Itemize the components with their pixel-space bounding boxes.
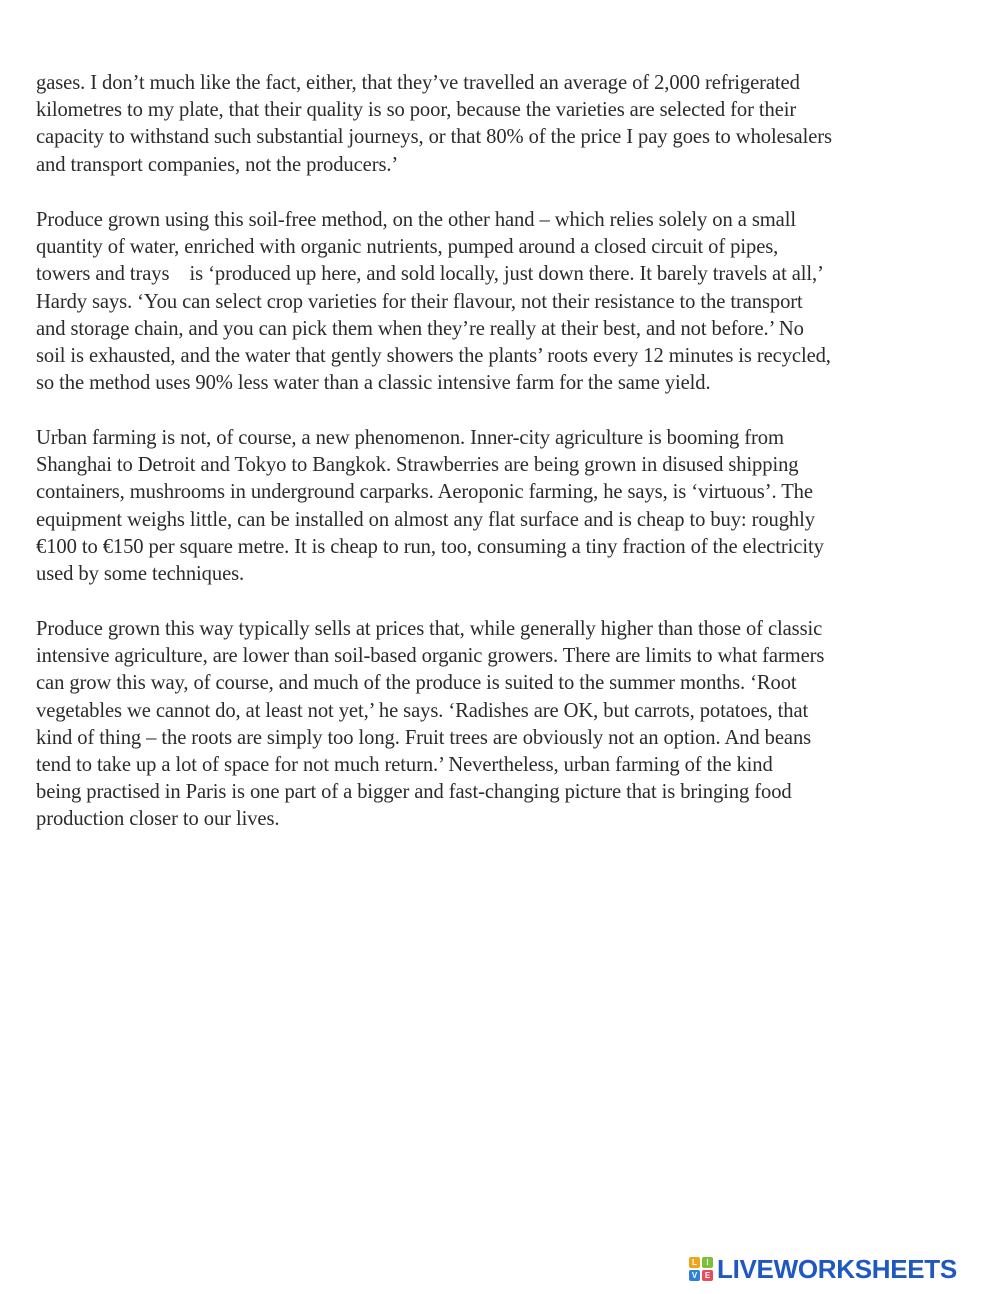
text-line: €100 to €150 per square metre. It is cheap to run, too, consuming a tiny fraction of the electricity [36, 535, 824, 558]
text-line: vegetables we cannot do, at least not yet,’ he says. ‘Radishes are OK, but carrots, potatoes, that [36, 699, 809, 722]
text-line: and storage chain, and you can pick them when they’re really at their best, and not before.’ No [36, 317, 804, 340]
text-line: kilometres to my plate, that their quality is so poor, because the varieties are selected for their [36, 99, 797, 122]
text-line: towers and trays is ‘produced up here, and sold locally, just down there. It barely travels at all,’ [36, 263, 824, 286]
logo-wordmark: LIVEWORKSHEETS [717, 1253, 957, 1284]
text-line: kind of thing – the roots are simply too long. Fruit trees are obviously not an option. And beans [36, 726, 812, 749]
text-line: equipment weighs little, can be installed on almost any flat surface and is cheap to buy: roughly [36, 508, 815, 531]
text-line: containers, mushrooms in underground carparks. Aeroponic farming, he says, is ‘virtuous’. The [36, 481, 813, 504]
text-line: production closer to our lives. [36, 808, 280, 831]
text-line: quantity of water, enriched with organic nutrients, pumped around a closed circuit of pipes, [36, 236, 779, 259]
text-line: Produce grown this way typically sells at prices that, while generally higher than those of classic [36, 618, 823, 640]
text-line: used by some techniques. [36, 563, 245, 586]
text-line: can grow this way, of course, and much of the produce is suited to the summer months. ‘Root [36, 672, 797, 695]
text-line: soil is exhausted, and the water that gently showers the plants’ roots every 12 minutes is recycled, [36, 345, 831, 368]
text-line: Hardy says. ‘You can select crop varieties for their flavour, not their resistance to the transport [36, 290, 803, 313]
text-line: so the method uses 90% less water than a classic intensive farm for the same yield. [36, 372, 711, 395]
text-line: capacity to withstand such substantial journeys, or that 80% of the price I pay goes to wholesalers [36, 126, 832, 149]
text-line: Urban farming is not, of course, a new phenomenon. Inner-city agriculture is booming from [36, 427, 784, 449]
text-line: and transport companies, not the producers.’ [36, 153, 399, 176]
paragraph-4 [36, 616, 966, 834]
mark-square: V [689, 1270, 700, 1281]
text-line: Produce grown using this soil-free method, on the other hand – which relies solely on a small [36, 209, 796, 231]
paragraph-1 [36, 70, 966, 179]
text-line: gases. I don’t much like the fact, either, that they’ve travelled an average of 2,000 refrigerated [36, 72, 800, 94]
liveworksheets-logo[interactable] [689, 1253, 957, 1285]
mark-square: E [702, 1270, 713, 1281]
mark-square: I [702, 1257, 713, 1268]
text-line: intensive agriculture, are lower than soil-based organic growers. There are limits to what farmers [36, 645, 825, 668]
mark-square: L [689, 1257, 700, 1268]
paragraph-3 [36, 425, 966, 588]
text-line: being practised in Paris is one part of a bigger and fast-changing picture that is bringing food [36, 781, 792, 804]
text-line: Shanghai to Detroit and Tokyo to Bangkok. Strawberries are being grown in disused shipping [36, 454, 799, 477]
text-line: tend to take up a lot of space for not much return.’ Nevertheless, urban farming of the kind [36, 754, 773, 777]
paragraph-2 [36, 207, 966, 397]
liveworksheets-mark-icon [689, 1257, 713, 1281]
